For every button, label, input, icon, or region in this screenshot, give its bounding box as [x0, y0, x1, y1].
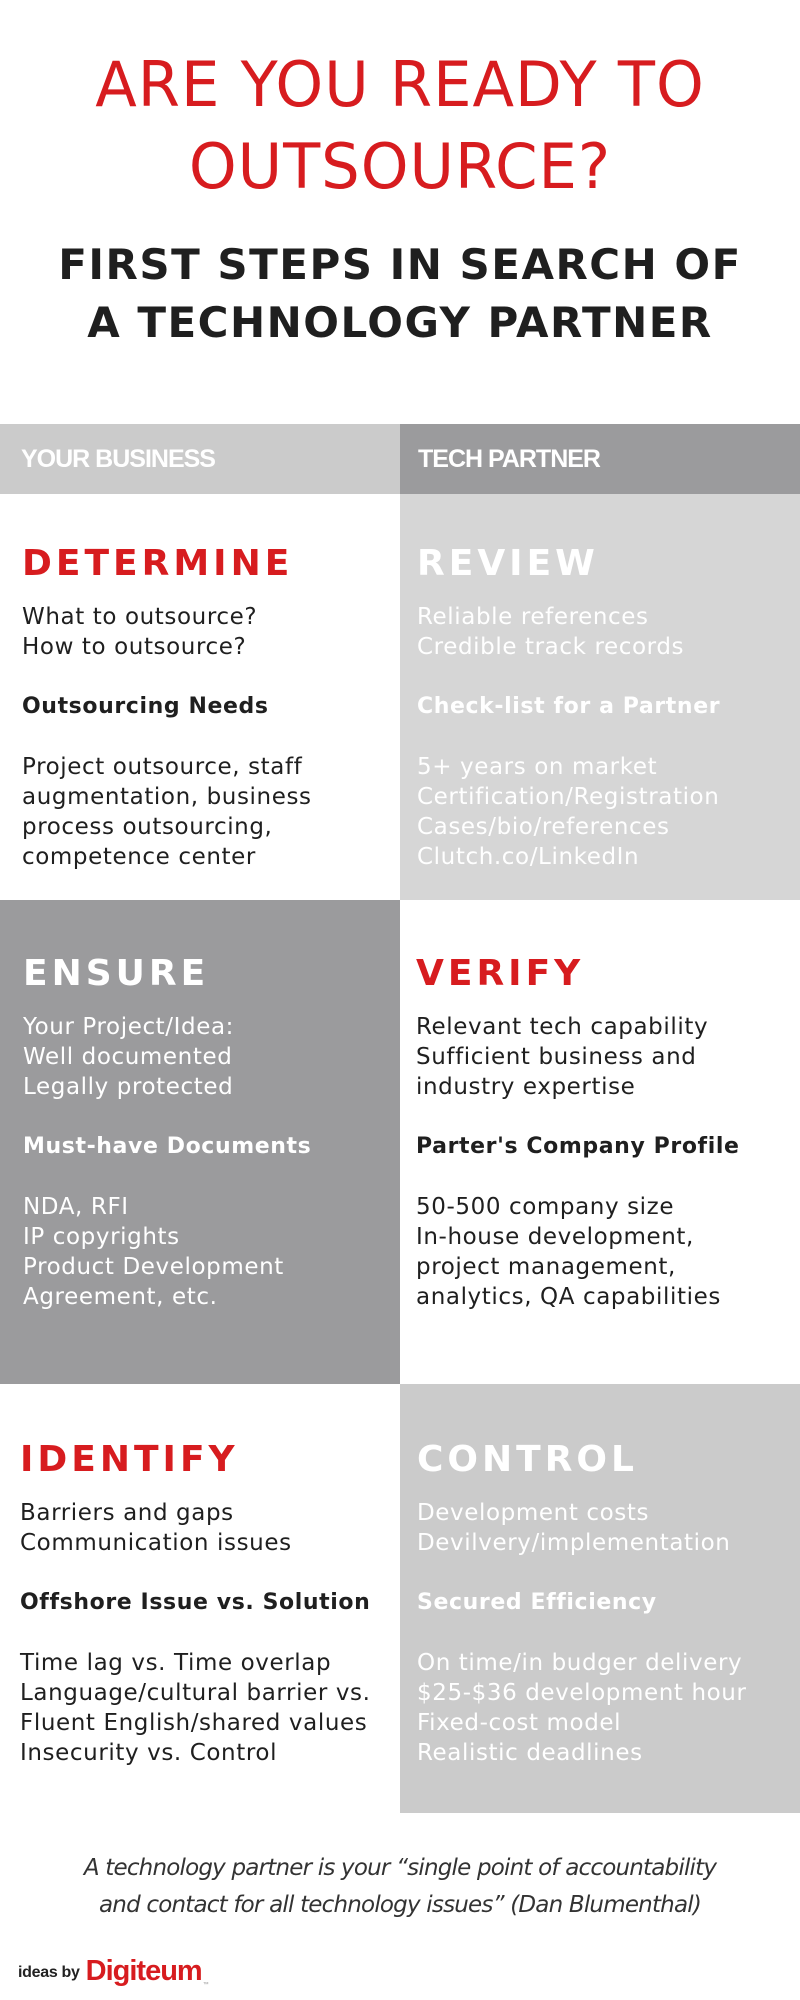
section-lines	[417, 1498, 800, 1558]
section-item: Realistic deadlines	[417, 1740, 643, 1766]
section-line: Relevant tech capability	[416, 1014, 709, 1040]
column-header-label: TECH PARTNER	[418, 445, 600, 473]
logo-prefix: ideas by	[18, 1964, 80, 1981]
section-subheading: Offshore Issue vs. Solution	[20, 1590, 371, 1615]
column-header-label: YOUR BUSINESS	[21, 445, 215, 473]
section-line: Legally protected	[23, 1074, 234, 1100]
section-lines	[416, 1012, 800, 1102]
section-items	[20, 1648, 400, 1768]
section-line: Your Project/Idea:	[23, 1014, 235, 1040]
section-item: On time/in budger delivery	[417, 1650, 743, 1676]
section-item: Time lag vs. Time overlap	[20, 1650, 332, 1676]
section-determine	[0, 494, 400, 900]
section-heading: REVIEW	[417, 543, 599, 584]
section-item: Project outsource, staff	[22, 754, 303, 780]
section-heading: ENSURE	[23, 953, 210, 994]
section-lines	[417, 602, 800, 662]
quote-line-1: A technology partner is your “single point of accountability	[83, 1855, 717, 1881]
section-line: Well documented	[23, 1044, 233, 1070]
section-heading: VERIFY	[416, 953, 585, 994]
section-item: Fixed-cost model	[417, 1710, 622, 1736]
section-line: Sufficient business and	[416, 1044, 697, 1070]
section-lines	[23, 1012, 400, 1102]
main-title-line-2: OUTSOURCE?	[188, 130, 612, 203]
section-line: What to outsource?	[22, 604, 258, 630]
section-line: industry expertise	[416, 1074, 636, 1100]
section-line: Communication issues	[20, 1530, 292, 1556]
section-items	[23, 1192, 400, 1312]
section-subheading: Outsourcing Needs	[22, 694, 269, 719]
section-heading: DETERMINE	[22, 543, 294, 584]
section-line: How to outsource?	[22, 634, 247, 660]
section-review	[400, 494, 800, 900]
section-items	[417, 1648, 800, 1768]
section-heading: CONTROL	[417, 1439, 638, 1480]
section-line: Reliable references	[417, 604, 649, 630]
section-item: Clutch.co/LinkedIn	[417, 844, 640, 870]
section-item: process outsourcing,	[22, 814, 273, 840]
trademark-icon: ™	[202, 1982, 209, 1988]
quote-line-2: and contact for all technology issues” (Dan Blumenthal)	[99, 1892, 701, 1918]
section-heading: IDENTIFY	[20, 1439, 239, 1480]
section-identify	[0, 1384, 400, 1813]
logo-brand: Digiteum	[85, 1955, 202, 1987]
section-line: Barriers and gaps	[20, 1500, 234, 1526]
section-verify	[400, 900, 800, 1384]
section-items	[22, 752, 400, 872]
section-subheading: Check-list for a Partner	[417, 694, 721, 719]
subtitle-line-2: A TECHNOLOGY PARTNER	[87, 298, 713, 347]
section-item: 5+ years on market	[417, 754, 658, 780]
section-item: Agreement, etc.	[23, 1284, 218, 1310]
section-subheading: Must-have Documents	[23, 1134, 312, 1159]
section-control	[400, 1384, 800, 1813]
section-lines	[22, 602, 400, 662]
section-item: competence center	[22, 844, 256, 870]
section-items	[417, 752, 800, 872]
section-subheading: Parter's Company Profile	[416, 1134, 740, 1159]
section-line: Devilvery/implementation	[417, 1530, 731, 1556]
column-header-your-business	[0, 424, 400, 494]
section-item: Certification/Registration	[417, 784, 720, 810]
section-item: NDA, RFI	[23, 1194, 129, 1220]
section-item: Insecurity vs. Control	[20, 1740, 278, 1766]
main-title-line-1: ARE YOU READY TO	[95, 48, 705, 121]
section-line: Development costs	[417, 1500, 650, 1526]
section-item: Cases/bio/references	[417, 814, 670, 840]
section-subheading: Secured Efficiency	[417, 1590, 657, 1615]
section-ensure	[0, 900, 400, 1384]
column-header-tech-partner	[400, 424, 800, 494]
section-item: Product Development	[23, 1254, 284, 1280]
section-item: augmentation, business	[22, 784, 312, 810]
subtitle-line-1: FIRST STEPS IN SEARCH OF	[58, 240, 742, 289]
section-item: 50-500 company size	[416, 1194, 675, 1220]
section-items	[416, 1192, 800, 1312]
section-item: Fluent English/shared values	[20, 1710, 368, 1736]
section-item: project management,	[416, 1254, 676, 1280]
section-item: analytics, QA capabilities	[416, 1284, 721, 1310]
section-item: $25-$36 development hour	[417, 1680, 747, 1706]
brand-logo	[18, 1948, 209, 1988]
section-lines	[20, 1498, 400, 1558]
section-item: IP copyrights	[23, 1224, 180, 1250]
section-item: Language/cultural barrier vs.	[20, 1680, 371, 1706]
section-item: In-house development,	[416, 1224, 694, 1250]
section-line: Credible track records	[417, 634, 685, 660]
